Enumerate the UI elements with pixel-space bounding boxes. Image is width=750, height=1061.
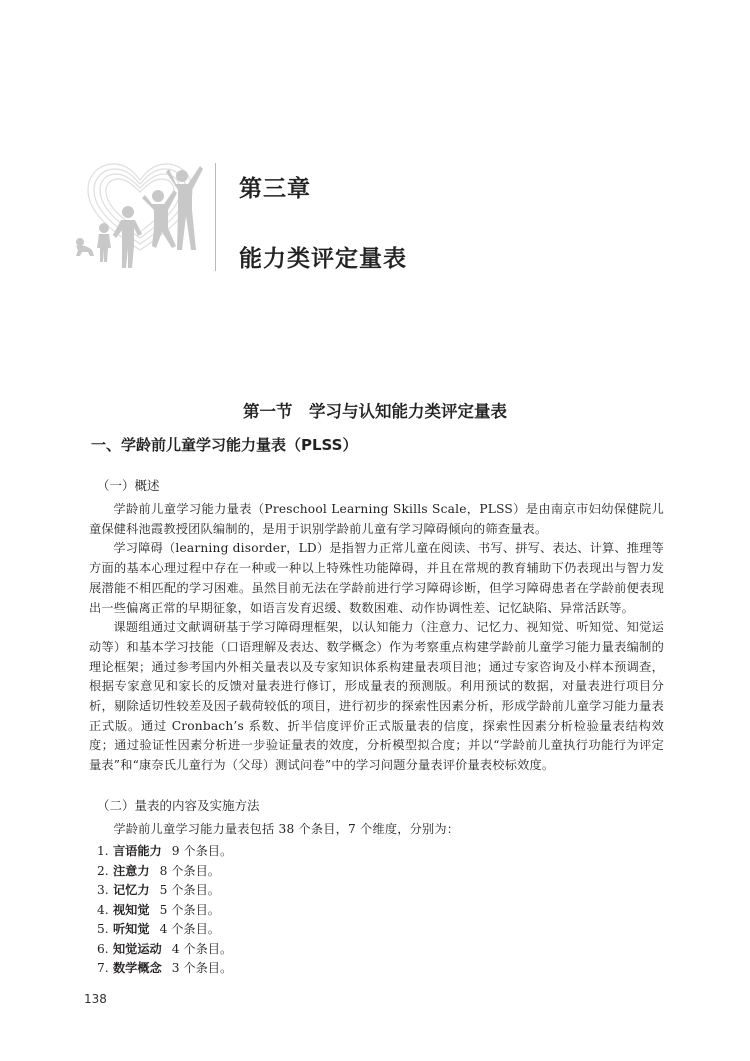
item-number: 7.: [97, 961, 109, 975]
item-number: 5.: [97, 922, 109, 936]
item-number: 4.: [97, 902, 109, 917]
item-name: 注意力: [113, 863, 150, 878]
item-count: 8 个条目。: [159, 863, 220, 878]
list-item: [97, 881, 232, 901]
item-number: 2.: [97, 863, 109, 878]
item-name: 数学概念: [113, 961, 162, 975]
item-count: 3 个条目。: [171, 961, 233, 975]
list-item: [97, 920, 232, 940]
content-intro: [89, 820, 664, 840]
chapter-number: 第三章: [239, 176, 311, 202]
list-item: [97, 842, 232, 862]
item-count: 9 个条目。: [171, 844, 233, 858]
chapter-title: 能力类评定量表: [239, 246, 407, 272]
item-name: 知觉运动: [113, 941, 162, 956]
item-name: 视知觉: [113, 902, 150, 917]
paragraph: 课题组通过文献调研基于学习障碍理框架，以认知能力（注意力、记忆力、视知觉、听知觉、知觉运动等）和基本学习技能（口语理解及表达、数学概念）作为考察重点构建学龄前儿童学习能力量表编制的理论框架；通过参考国内外相关量表以及专家知识体系构建量表项目池；通过专家咨询及小样本预调查，根据专家意见和家长的反馈对量表进行修订，形成量表的预测版。利用预试的数据，对量表进行项目分析，剔除适切性较差及因子载荷较低的项目，进行初步的探索性因素分析，形成学龄前儿童学习能力量表正式版。通过 Cronbach’s 系数、折半信度评价正式版量表的信度，探索性因素分析检验量表结构效度；通过验证性因素分析进一步验证量表的效度，分析模型拟合度；并以“学龄前儿童执行功能行为评定量表”和“康奈氏儿童行为（父母）测试问卷”中的学习问题分量表评价量表校标效度。: [89, 620, 664, 773]
heading-plss: 一、学龄前儿童学习能力量表（PLSS）: [91, 436, 358, 454]
page-number: 138: [84, 992, 107, 1006]
item-count: 4 个条目。: [171, 941, 233, 956]
overview-body: [89, 500, 664, 776]
item-name: 言语能力: [113, 844, 162, 858]
item-count: 5 个条目。: [159, 883, 220, 897]
item-count: 4 个条目。: [159, 922, 220, 936]
paragraph: 学龄前儿童学习能力量表包括 38 个条目，7 个维度，分别为：: [113, 822, 460, 836]
item-count: 5 个条目。: [159, 902, 220, 917]
list-item: [97, 901, 232, 921]
dimension-list: [97, 842, 232, 979]
paragraph: 学习障碍（learning disorder，LD）是指智力正常儿童在阅读、书写、拼写、表达、计算、推理等方面的基本心理过程中存在一种或一种以上特殊性功能障碍，并且在常规的教育辅助下仍表现出与智力发展潜能不相匹配的学习困难。虽然目前无法在学龄前进行学习障碍诊断，但学习障碍患者在学龄前便表现出一些偏离正常的早期征象，如语言发育迟缓、数数困难、动作协调性差、记忆缺陷、异常活跃等。: [89, 541, 664, 615]
item-number: 3.: [97, 883, 109, 897]
item-name: 听知觉: [113, 922, 150, 936]
subsection-content-title: （二）量表的内容及实施方法: [97, 798, 260, 813]
chapter-divider-rule: [215, 163, 216, 271]
list-item: [97, 959, 232, 979]
list-item: [97, 862, 232, 882]
subsection-overview-title: （一）概述: [97, 478, 160, 493]
item-number: 1.: [97, 844, 109, 858]
item-name: 记忆力: [113, 883, 150, 897]
paragraph: 学龄前儿童学习能力量表（Preschool Learning Skills Scale，PLSS）是由南京市妇幼保健院儿童保健科池霞教授团队编制的，是用于识别学龄前儿童有学习障碍倾向的筛查量表。: [89, 502, 664, 536]
item-number: 6.: [97, 941, 109, 956]
list-item: [97, 940, 232, 960]
section-title: 第一节 学习与认知能力类评定量表: [243, 402, 507, 421]
chapter-decoration-children-heart: [70, 150, 210, 270]
